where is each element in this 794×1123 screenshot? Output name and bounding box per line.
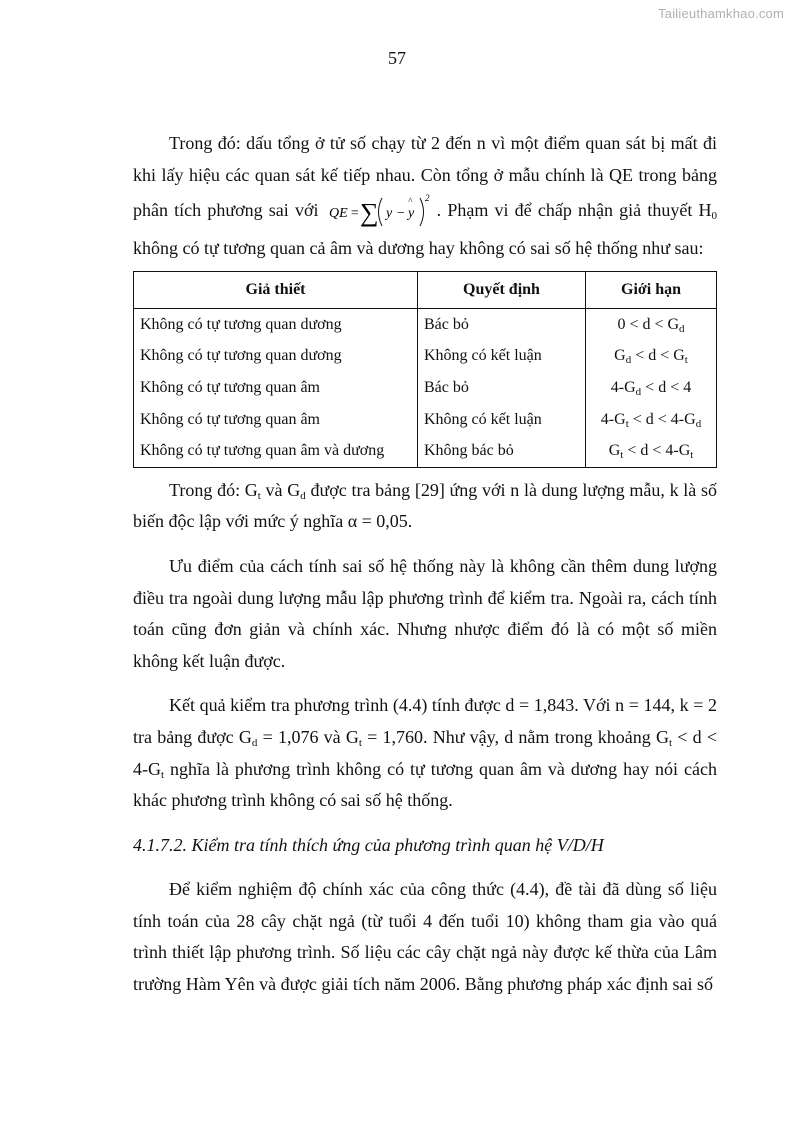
watermark: Tailieuthamkhao.com: [658, 6, 784, 21]
subscript: t: [358, 736, 362, 749]
paragraph-2-text: được tra bảng [29] ứng với n là dung lượng mẫu, k là số biến độc lập với mức ý nghĩa α = 0,05.: [133, 479, 717, 532]
cell-limit: $0 < d < G_d$: [586, 308, 717, 340]
cell-limit: $G_d < d < G_t$: [586, 340, 717, 372]
table-row: [134, 308, 717, 340]
decision-table: [133, 271, 717, 468]
paragraph-2: [133, 475, 717, 538]
paragraph-1-text-b: . Phạm vi để chấp nhận giả thuyết H: [436, 200, 712, 221]
svg-text:QE: QE: [328, 206, 348, 222]
h0-subscript: 0: [711, 210, 717, 223]
qe-formula: [329, 191, 433, 233]
paragraph-5: Để kiểm nghiệm độ chính xác của công thức (4.4), đề tài đã dùng số liệu tính toán của 28 cây chặt ngả (từ tuổi 4 đến tuổi 10) không tham gia vào quá trình thiết lập phương trình. Số liệu các cây chặt ngả này được kế thừa của Lâm trường Hàm Yên và được giải tích năm 2006. Bằng phương pháp xác định sai số: [133, 879, 717, 995]
paragraph-1-text-c: không có tự tương quan cả âm và dương hay không có sai số hệ thống như sau:: [133, 238, 704, 259]
cell-decision: Bác bỏ: [418, 372, 586, 404]
svg-text:y: y: [407, 206, 414, 222]
paragraph-2-text: và G: [260, 479, 301, 500]
table-header-row: [134, 271, 717, 308]
svg-text:y: y: [385, 206, 392, 222]
cell-hypothesis: Không có tự tương quan âm: [134, 404, 418, 436]
paragraph-2-text: Trong đó: G: [169, 479, 258, 500]
paragraph-4-text: = 1,076 và G: [257, 726, 359, 747]
cell-limit: $G_t < d < 4-G_t$: [586, 435, 717, 467]
header-limit: Giới hạn: [586, 271, 717, 308]
page-content: [133, 128, 717, 1001]
cell-limit: $4-G_d < d < 4$: [586, 372, 717, 404]
page-number: 57: [388, 48, 406, 68]
cell-hypothesis: Không có tự tương quan dương: [134, 340, 418, 372]
paragraph-3: Ưu điểm của cách tính sai số hệ thống này là không cần thêm dung lượng điều tra ngoài dung lượng mẫu lập phương trình để kiểm tra. Ngoài ra, cách tính toán cũng đơn giản và chính xác. Nhưng nhược điểm đó là có một số miền không kết luận được.: [133, 555, 717, 671]
subscript: d: [300, 489, 306, 502]
cell-decision: Không có kết luận: [418, 340, 586, 372]
svg-text:=: =: [349, 206, 360, 222]
svg-text:^: ^: [407, 196, 412, 207]
cell-decision: Không bác bỏ: [418, 435, 586, 467]
table-row: [134, 404, 717, 436]
paragraph-4-text: = 1,760. Như vậy, d nằm trong khoảng G: [361, 726, 670, 747]
subscript: d: [251, 736, 258, 749]
cell-decision: Bác bỏ: [418, 308, 586, 340]
table-row: [134, 372, 717, 404]
paragraph-4-text: Kết quả kiểm tra phương trình (4.4) tính được d = 1,843. Với n = 144, k = 2 tra bảng được G: [133, 695, 717, 747]
cell-decision: Không có kết luận: [418, 404, 586, 436]
header-hypothesis: Giả thiết: [134, 271, 418, 308]
table-row: [134, 435, 717, 467]
svg-text:2: 2: [424, 193, 430, 204]
cell-limit: $4-G_t < d < 4-G_d$: [586, 404, 717, 436]
subscript: t: [161, 768, 165, 781]
subscript: t: [257, 489, 261, 502]
paragraph-4-text: < d < 4-G: [133, 726, 718, 779]
section-heading: 4.1.7.2. Kiểm tra tính thích ứng của phương trình quan hệ V/D/H: [133, 834, 604, 855]
paragraph-4: [133, 690, 717, 816]
cell-hypothesis: Không có tự tương quan dương: [134, 308, 418, 340]
header-decision: Quyết định: [418, 271, 586, 308]
paragraph-1: [133, 128, 717, 265]
table-row: [134, 340, 717, 372]
cell-hypothesis: Không có tự tương quan âm và dương: [134, 435, 418, 467]
paragraph-4-text: nghĩa là phương trình không có tự tương quan âm và dương hay nói cách khác phương trình không có sai số hệ thống.: [133, 758, 717, 811]
cell-hypothesis: Không có tự tương quan âm: [134, 372, 418, 404]
subscript: t: [669, 736, 673, 749]
svg-text:−: −: [395, 206, 406, 222]
paragraph-1-text: Trong đó: dấu tổng ở tử số chạy từ 2 đến n vì một điểm quan sát bị mất đi khi lấy hiệu các quan sát kế tiếp nhau. Còn tổng ở mẫu chính là QE trong bảng phân tích phương sai với: [133, 133, 717, 221]
svg-text:∑: ∑: [359, 198, 379, 228]
